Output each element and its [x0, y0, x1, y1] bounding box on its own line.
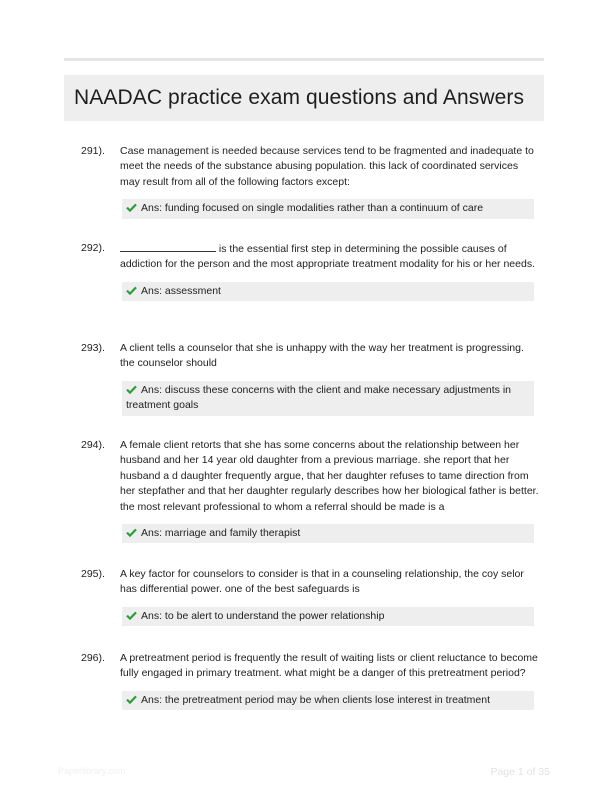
answer-box	[122, 381, 534, 416]
answer-text: Ans: discuss these concerns with the client and make necessary adjustments in treatment goals	[126, 383, 512, 412]
answer-text: Ans: to be alert to understand the power relationship	[141, 609, 385, 622]
question-text: is the essential first step in determining the possible causes of addiction for the person and the most appropriate treatment modality for his or her needs.	[120, 243, 535, 271]
qa-item	[64, 341, 544, 416]
question-text: A pretreatment period is frequently the result of waiting lists or client reluctance to become fully engaged in primary treatment. what might be a danger of this pretreatment period?	[120, 652, 538, 680]
checkmark-icon	[126, 528, 137, 537]
question-text: A key factor for counselors to consider is that in a counseling relationship, the coy selor has differential power. one of the best safeguards is	[120, 568, 524, 596]
qa-item	[64, 567, 544, 626]
question-number: 291).	[81, 145, 105, 157]
answer-box	[122, 282, 534, 301]
question-number: 292).	[81, 242, 105, 254]
answer-text: Ans: funding focused on single modalities rather than a continuum of care	[141, 202, 484, 215]
question-number: 293).	[81, 342, 105, 354]
answer-box	[122, 524, 534, 543]
answer-text: Ans: assessment	[141, 284, 221, 297]
checkmark-icon	[126, 286, 137, 295]
answer-box	[122, 691, 534, 710]
checkmark-icon	[126, 385, 137, 394]
question-text: Case management is needed because services tend to be fragmented and inadequate to meet the needs of the substance abusing population. this lack of coordinated services may result from all of the following factors except:	[120, 145, 534, 188]
top-divider	[64, 58, 544, 61]
title-banner	[64, 75, 544, 121]
answer-text: Ans: the pretreatment period may be when clients lose interest in treatment	[141, 693, 491, 706]
fill-in-blank	[120, 241, 216, 252]
checkmark-icon	[126, 203, 137, 212]
qa-item	[64, 438, 544, 543]
checkmark-icon	[126, 611, 137, 620]
qa-item	[64, 651, 544, 710]
checkmark-icon	[126, 695, 137, 704]
question-number: 296).	[81, 652, 105, 664]
question-text: A client tells a counselor that she is unhappy with the way her treatment is progressing. the counselor should	[120, 342, 524, 370]
answer-box	[122, 199, 534, 218]
qa-item	[64, 241, 544, 301]
question-text: A female client retorts that she has some concerns about the relationship between her husband and her 14 year old daughter from a previous marriage. she report that her husband a d daughter frequently argue, that her daughter refuses to tame direction from her stepfather and that her daughter regularly describes how her biological father is better. the most relevant professional to whom a referral should be made is a	[120, 439, 539, 513]
qa-item	[64, 144, 544, 219]
page-title: NAADAC practice exam questions and Answers	[74, 86, 525, 109]
answer-text: Ans: marriage and family therapist	[141, 527, 301, 540]
answer-box	[122, 607, 534, 626]
question-number: 295).	[81, 568, 105, 580]
question-number: 294).	[81, 439, 105, 451]
question-text-wrap	[120, 241, 540, 273]
page-number: Page 1 of 35	[490, 766, 550, 778]
footer-watermark: Paperlibrary.com	[58, 766, 126, 776]
